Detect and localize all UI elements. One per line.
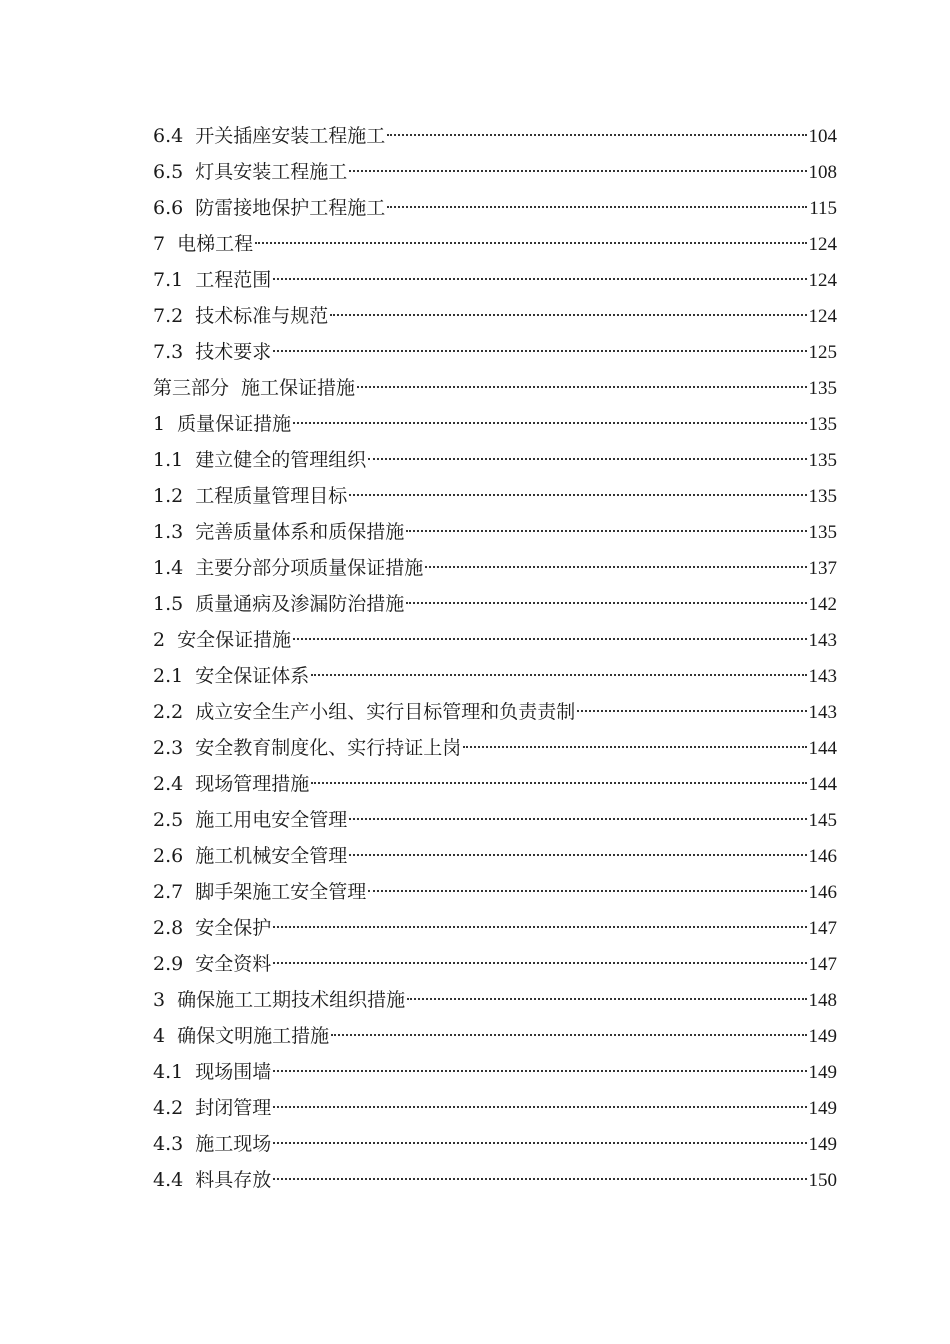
toc-entry-number: 4.1 xyxy=(153,1061,184,1083)
toc-entry-page-number: 146 xyxy=(808,882,837,903)
toc-entry[interactable] xyxy=(153,802,837,838)
toc-entry-number: 4.3 xyxy=(153,1133,184,1155)
toc-entry-title: 施工现场 xyxy=(195,1133,272,1155)
toc-entry-title: 灯具安装工程施工 xyxy=(195,161,348,183)
toc-dot-leader xyxy=(330,314,806,316)
toc-entry-title: 施工用电安全管理 xyxy=(195,809,348,831)
toc-dot-leader xyxy=(273,1106,806,1108)
toc-entry[interactable] xyxy=(153,1054,837,1090)
toc-entry[interactable] xyxy=(153,334,837,370)
toc-entry[interactable] xyxy=(153,910,837,946)
toc-dot-leader xyxy=(273,1178,806,1180)
toc-entry-title: 安全保护 xyxy=(195,917,272,939)
toc-dot-leader xyxy=(273,350,806,352)
toc-entry-page-number: 125 xyxy=(808,342,837,363)
toc-entry-title: 料具存放 xyxy=(195,1169,272,1191)
toc-dot-leader xyxy=(357,386,806,388)
toc-entry[interactable] xyxy=(153,586,837,622)
toc-dot-leader xyxy=(368,458,806,460)
toc-entry-number: 7 xyxy=(153,233,166,255)
toc-dot-leader xyxy=(273,1142,806,1144)
toc-entry-number: 2.4 xyxy=(153,773,184,795)
toc-entry-title: 现场管理措施 xyxy=(195,773,310,795)
toc-entry[interactable] xyxy=(153,946,837,982)
toc-entry-number: 2.2 xyxy=(153,701,184,723)
toc-entry-number: 6.4 xyxy=(153,125,184,147)
toc-entry-page-number: 144 xyxy=(808,774,837,795)
toc-entry[interactable] xyxy=(153,982,837,1018)
toc-entry-page-number: 149 xyxy=(808,1026,837,1047)
toc-entry-title: 施工保证措施 xyxy=(241,377,356,399)
toc-entry[interactable] xyxy=(153,1126,837,1162)
toc-entry-title: 安全保证措施 xyxy=(177,629,292,651)
toc-entry-title: 质量保证措施 xyxy=(177,413,292,435)
toc-entry-title: 技术要求 xyxy=(195,341,272,363)
toc-entry[interactable] xyxy=(153,694,837,730)
toc-entry[interactable] xyxy=(153,370,837,406)
toc-entry[interactable] xyxy=(153,298,837,334)
toc-entry-title: 成立安全生产小组、实行目标管理和负责责制 xyxy=(195,701,576,723)
toc-entry[interactable] xyxy=(153,1090,837,1126)
toc-entry-title: 主要分部分项质量保证措施 xyxy=(195,557,424,579)
toc-entry-number: 7.2 xyxy=(153,305,184,327)
toc-entry-number: 6.5 xyxy=(153,161,184,183)
toc-dot-leader xyxy=(311,782,806,784)
toc-entry-page-number: 148 xyxy=(808,990,837,1011)
toc-entry-title: 安全资料 xyxy=(195,953,272,975)
toc-dot-leader xyxy=(387,206,807,208)
toc-entry-page-number: 147 xyxy=(808,954,837,975)
toc-entry[interactable] xyxy=(153,874,837,910)
toc-entry-number: 4.4 xyxy=(153,1169,184,1191)
toc-entry[interactable] xyxy=(153,766,837,802)
toc-entry-number: 3 xyxy=(153,989,166,1011)
toc-entry-title: 确保施工工期技术组织措施 xyxy=(177,989,406,1011)
toc-entry-title: 建立健全的管理组织 xyxy=(195,449,367,471)
toc-entry-page-number: 137 xyxy=(808,558,837,579)
toc-dot-leader xyxy=(406,602,806,604)
toc-entry[interactable] xyxy=(153,118,837,154)
toc-entry[interactable] xyxy=(153,478,837,514)
toc-entry-title: 安全保证体系 xyxy=(195,665,310,687)
toc-entry-title: 质量通病及渗漏防治措施 xyxy=(195,593,405,615)
toc-entry[interactable] xyxy=(153,190,837,226)
toc-entry-page-number: 150 xyxy=(808,1170,837,1191)
toc-entry-number: 2 xyxy=(153,629,166,651)
toc-entry-page-number: 143 xyxy=(808,702,837,723)
toc-entry-number: 6.6 xyxy=(153,197,184,219)
toc-entry-number: 1.1 xyxy=(153,449,184,471)
toc-dot-leader xyxy=(425,566,806,568)
toc-dot-leader xyxy=(349,818,806,820)
toc-entry-number: 第三部分 xyxy=(153,377,230,399)
toc-entry-title: 开关插座安装工程施工 xyxy=(195,125,386,147)
toc-entry-number: 2.6 xyxy=(153,845,184,867)
toc-entry-title: 施工机械安全管理 xyxy=(195,845,348,867)
toc-entry[interactable] xyxy=(153,622,837,658)
toc-entry-number: 2.7 xyxy=(153,881,184,903)
toc-entry-page-number: 149 xyxy=(808,1098,837,1119)
toc-entry-page-number: 142 xyxy=(808,594,837,615)
toc-dot-leader xyxy=(349,854,806,856)
toc-entry-number: 1.5 xyxy=(153,593,184,615)
toc-entry-title: 工程质量管理目标 xyxy=(195,485,348,507)
toc-dot-leader xyxy=(293,422,806,424)
toc-entry-title: 技术标准与规范 xyxy=(195,305,329,327)
toc-entry-number: 2.3 xyxy=(153,737,184,759)
toc-entry-page-number: 135 xyxy=(808,450,837,471)
toc-entry-number: 7.1 xyxy=(153,269,184,291)
toc-dot-leader xyxy=(406,530,806,532)
toc-entry-title: 现场围墙 xyxy=(195,1061,272,1083)
toc-dot-leader xyxy=(349,170,806,172)
toc-entry-number: 2.8 xyxy=(153,917,184,939)
toc-entry-title: 安全教育制度化、实行持证上岗 xyxy=(195,737,462,759)
toc-dot-leader xyxy=(407,998,806,1000)
toc-entry[interactable] xyxy=(153,154,837,190)
toc-entry-page-number: 143 xyxy=(808,666,837,687)
toc-entry-page-number: 143 xyxy=(808,630,837,651)
toc-entry-number: 2.5 xyxy=(153,809,184,831)
toc-entry-title: 脚手架施工安全管理 xyxy=(195,881,367,903)
toc-entry-page-number: 147 xyxy=(808,918,837,939)
toc-entry-number: 1 xyxy=(153,413,166,435)
toc-dot-leader xyxy=(273,926,806,928)
toc-entry[interactable] xyxy=(153,514,837,550)
toc-entry-title: 确保文明施工措施 xyxy=(177,1025,330,1047)
toc-dot-leader xyxy=(349,494,806,496)
toc-entry-number: 1.2 xyxy=(153,485,184,507)
toc-entry-page-number: 124 xyxy=(808,270,837,291)
toc-entry-page-number: 104 xyxy=(808,126,837,147)
toc-entry[interactable] xyxy=(153,550,837,586)
toc-entry-number: 1.4 xyxy=(153,557,184,579)
toc-entry-page-number: 124 xyxy=(808,234,837,255)
toc-entry-number: 1.3 xyxy=(153,521,184,543)
toc-entry-number: 2.1 xyxy=(153,665,184,687)
toc-entry[interactable] xyxy=(153,658,837,694)
toc-entry[interactable] xyxy=(153,1018,837,1054)
toc-entry-page-number: 108 xyxy=(808,162,837,183)
toc-entry-page-number: 149 xyxy=(808,1062,837,1083)
toc-dot-leader xyxy=(368,890,806,892)
toc-entry-title: 完善质量体系和质保措施 xyxy=(195,521,405,543)
toc-entry-number: 4.2 xyxy=(153,1097,184,1119)
toc-entry-number: 7.3 xyxy=(153,341,184,363)
toc-entry-title: 防雷接地保护工程施工 xyxy=(195,197,386,219)
table-of-contents xyxy=(153,118,837,1198)
toc-entry[interactable] xyxy=(153,406,837,442)
toc-dot-leader xyxy=(577,710,806,712)
toc-entry[interactable] xyxy=(153,730,837,766)
toc-entry-page-number: 145 xyxy=(808,810,837,831)
toc-dot-leader xyxy=(273,962,806,964)
toc-dot-leader xyxy=(273,1070,806,1072)
toc-entry-title: 工程范围 xyxy=(195,269,272,291)
toc-entry-page-number: 135 xyxy=(808,522,837,543)
toc-entry-page-number: 115 xyxy=(809,198,837,219)
toc-entry-title: 封闭管理 xyxy=(195,1097,272,1119)
toc-entry-page-number: 135 xyxy=(808,486,837,507)
toc-entry-page-number: 144 xyxy=(808,738,837,759)
toc-dot-leader xyxy=(311,674,806,676)
toc-entry[interactable] xyxy=(153,838,837,874)
toc-entry-page-number: 135 xyxy=(808,414,837,435)
toc-entry-title: 电梯工程 xyxy=(177,233,254,255)
toc-dot-leader xyxy=(331,1034,806,1036)
toc-entry-page-number: 124 xyxy=(808,306,837,327)
toc-dot-leader xyxy=(293,638,806,640)
toc-dot-leader xyxy=(273,278,806,280)
toc-entry[interactable] xyxy=(153,226,837,262)
toc-entry[interactable] xyxy=(153,262,837,298)
toc-entry-page-number: 135 xyxy=(808,378,837,399)
toc-entry-number: 4 xyxy=(153,1025,166,1047)
toc-dot-leader xyxy=(255,242,806,244)
toc-dot-leader xyxy=(463,746,806,748)
toc-entry[interactable] xyxy=(153,1162,837,1198)
toc-entry-number: 2.9 xyxy=(153,953,184,975)
toc-entry-page-number: 146 xyxy=(808,846,837,867)
toc-entry[interactable] xyxy=(153,442,837,478)
toc-entry-page-number: 149 xyxy=(808,1134,837,1155)
toc-dot-leader xyxy=(387,134,806,136)
